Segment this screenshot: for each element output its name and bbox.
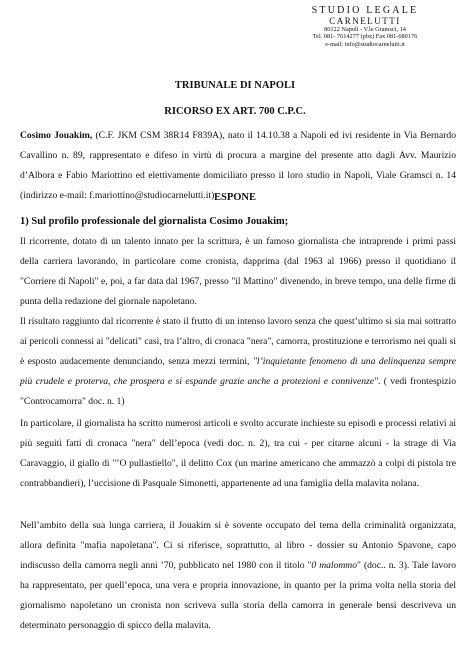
paragraph-2-reference: . ( vedi frontespizio "Controcamorra" doc. n. 1) — [20, 376, 456, 407]
paragraph-3: In particolare, il giornalista ha scritto numerosi articoli e svolto accurate inchieste su episodi e processi relativi ai più seguiti fatti di cronaca "nera" dell’epoca (vedi doc. n. 2), tra cui - per citarne alcuni - la strage di Via Caravaggio, il giallo di "’O pullastiello", il delitto Cox (un marine americano che ammazzò a colpi di pistola tre contrabbandieri), l’uccisione di Pasquale Simonetti, appartenente ad una famiglia della malavita nolana. — [20, 418, 456, 489]
letterhead-address: 80122 Napoli - V.le Gramsci, 14 — [324, 26, 406, 33]
paragraph-2-text: Il risultato raggiunto dal ricorrente è stato il frutto di un intenso lavoro senza che quest’ultimo si sia mai sottratto ai pericoli connessi ai "delicati" casi, tra l’altro, di cronaca "nera", camorra, prostituzione e terrorismo nei quali si è esposto audacemente denunciando, senza mezzi termini, — [20, 316, 456, 367]
intro-text: (C.F. JKM CSM 38R14 F839A), nato il 14.10.38 a Napoli ed ivi residente in Via Bernardo Cavallino n. 89, rappresentato e difeso in virtù di procura a margine del presente atto dagli Avv. Maurizio d’Albora e Fabio Mariottino ed elettivamente domiciliato presso il loro studio in Napoli, Viale Gramsci n. 14 (indirizzo e-mail: f.mariottino@studiocarnelutti.it) — [20, 130, 456, 201]
letterhead-firm: STUDIO LEGALE — [311, 5, 419, 16]
letterhead-name: CARNELUTTI — [329, 16, 401, 26]
paragraph-4-end: " (doc.. n. 3). Tale lavoro ha rappresentato, per quell’epoca, una vera e propria innovazione, in quanto per la prima volta nella storia del giornalismo napoletano un cronista non scriveva sulla storia della camorra in generale bensì descriveva un determinato personaggio di spicco della malavita. — [20, 560, 456, 631]
letterhead-email: e-mail: info@studiocarnelutti.it — [325, 40, 405, 48]
paragraph-4 — [20, 516, 456, 636]
section-heading: 1) Sul profilo professionale del giornalista Cosimo Jouakim; — [20, 216, 289, 227]
letterhead — [280, 6, 450, 48]
paragraph-2-quote: "l’inquietante fenomeno di una delinquenza sempre più crudele e proterva, che prospera e si espande grazie anche a protezioni e connivenze" — [20, 356, 456, 387]
paragraph-2 — [20, 312, 456, 412]
client-name: Cosimo Jouakim, — [20, 130, 93, 141]
appeal-title: RICORSO EX ART. 700 C.P.C. — [164, 106, 306, 117]
paragraph-4-text: Nell’ambito della sua lunga carriera, il Jouakim si è sovente occupato del tema della criminalità organizzata, allora definita "mafia napoletana". Ci si riferisce, soprattutto, al libro - dossier su Antonio Spavone, capo indiscusso della camorra negli anni ’70, pubblicato nel 1980 con il titolo " — [20, 520, 456, 571]
book-title: 0 malommo — [311, 560, 358, 571]
paragraph-1: Il ricorrente, dotato di un talento innato per la scrittura, è un famoso giornalista che intraprende i primi passi della carriera lavorando, in particolare come cronista, dapprima (dal 1963 al 1966) presso il quotidiano il "Corriere di Napoli" e, poi, a far data dal 1967, presso "il Mattino" divenendo, in breve tempo, una delle firme di punta della redazione del giornale napoletano. — [20, 236, 456, 307]
section-title: ESPONE — [213, 192, 256, 203]
court-title: TRIBUNALE DI NAPOLI — [174, 80, 296, 91]
letterhead-phone: Tel. 081- 7614277 (pbx) Fax 081-680176 — [312, 33, 418, 41]
